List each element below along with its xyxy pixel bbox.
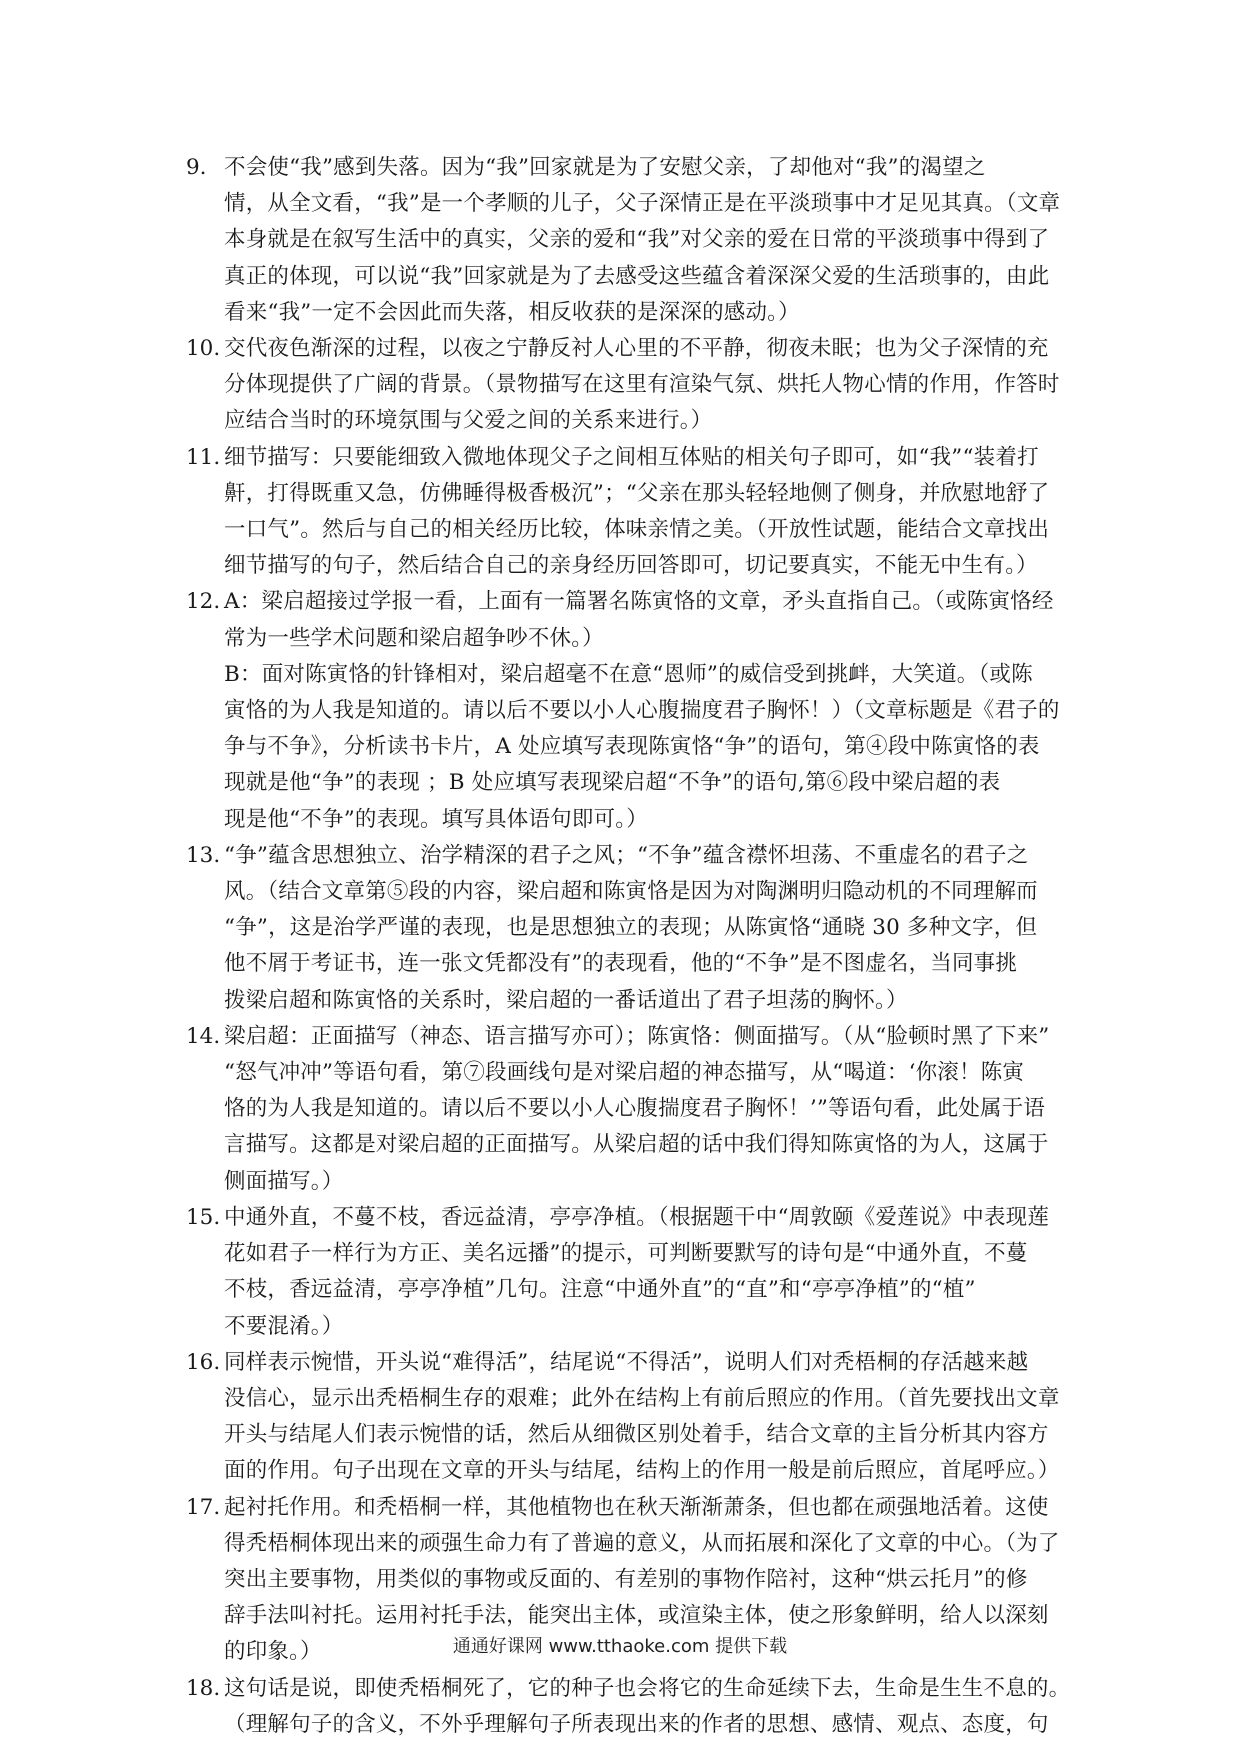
answer-body (224, 584, 1066, 837)
answer-body (224, 150, 1066, 331)
answer-item (186, 150, 1066, 331)
answer-number: 11. (186, 444, 221, 470)
answer-line: 没信心，显示出秃梧桐生存的艰难；此外在结构上有前后照应的作用。（首先要找出文章 (224, 1385, 1060, 1411)
answer-line: 不枝，香远益清，亭亭净植”几句。注意“中通外直”的“直”和“亭亭净植”的“植” (224, 1277, 976, 1303)
answer-line: 的印象。） (224, 1639, 322, 1665)
answer-number: 12. (186, 589, 221, 615)
answer-line: 不要混淆。） (224, 1313, 344, 1339)
answer-line: 交代夜色渐深的过程，以夜之宁静反衬人心里的不平静，彻夜未眠；也为父子深情的充 (224, 336, 1049, 362)
answer-number: 17. (186, 1494, 221, 1520)
answer-line: 寅恪的为人我是知道的。请以后不要以小人心腹揣度君子胸怀！）（文章标题是《君子的 (224, 698, 1060, 724)
answer-number: 16. (186, 1349, 221, 1375)
answer-item (186, 331, 1066, 440)
answer-line: 拨梁启超和陈寅恪的关系时，梁启超的一番话道出了君子坦荡的胸怀。） (224, 987, 908, 1013)
answer-line: 真正的体现，可以说“我”回家就是为了去感受这些蕴含着深深父爱的生活琐事的，由此 (224, 263, 1050, 289)
answer-list (186, 150, 1071, 1743)
answer-line: 恪的为人我是知道的。请以后不要以小人心腹揣度君子胸怀！’”等语句看，此处属于语 (224, 1096, 1046, 1122)
answer-line: 细节描写的句子，然后结合自己的亲身经历回答即可，切记要真实，不能无中生有。） (224, 553, 1038, 579)
answer-line: 常为一些学术问题和梁启超争吵不休。） (224, 625, 604, 651)
answer-number: 10. (186, 336, 221, 362)
answer-number: 9. (186, 155, 207, 180)
answer-body (224, 331, 1066, 440)
answer-item (186, 1200, 1066, 1345)
answer-body (224, 1019, 1066, 1200)
answer-line: 面的作用。句子出现在文章的开头与结尾，结构上的作用一般是前后照应，首尾呼应。） (224, 1458, 1060, 1484)
answer-number: 14. (186, 1023, 221, 1049)
answer-line: 他不屑于考证书，连一张文凭都没有”的表现看，他的“不争”是不图虚名，当同事挑 (224, 951, 1018, 977)
page-footer: 通通好课网 www.tthaoke.com 提供下载 (452, 1636, 788, 1657)
answer-line: “争”蕴含思想独立、治学精深的君子之风；“不争”蕴含襟怀坦荡、不重虚名的君子之 (224, 842, 1029, 868)
answer-line: 突出主要事物，用类似的事物或反面的、有差别的事物作陪衬，这种“烘云托月”的修 (224, 1566, 1028, 1592)
answer-line: 现是他“不争”的表现。填写具体语句即可。） (224, 806, 648, 832)
answer-line: 辞手法叫衬托。运用衬托手法，能突出主体，或渲染主体，使之形象鲜明，给人以深刻 (224, 1603, 1049, 1629)
answer-line: 分体现提供了广阔的背景。（景物描写在这里有渲染气氛、烘托人物心情的作用，作答时 (224, 372, 1060, 398)
answer-body (224, 838, 1066, 1019)
answer-number: 15. (186, 1204, 221, 1230)
answer-line: 起衬托作用。和秃梧桐一样，其他植物也在秋天渐渐萧条，但也都在顽强地活着。这使 (224, 1494, 1049, 1520)
answer-body (224, 1671, 1070, 1743)
answer-line: B：面对陈寅恪的针锋相对，梁启超毫不在意“恩师”的威信受到挑衅，大笑道。（或陈 (224, 661, 1033, 687)
answer-line: 细节描写：只要能细致入微地体现父子之间相互体贴的相关句子即可，如“我”“装着打 (224, 444, 1039, 470)
answer-item (186, 440, 1066, 585)
answer-line: 梁启超：正面描写（神态、语言描写亦可）；陈寅恪：侧面描写。（从“脸顿时黑了下来” (224, 1023, 1050, 1049)
answer-body (224, 1345, 1066, 1490)
answer-line: “怒气冲冲”等语句看，第⑦段画线句是对梁启超的神态描写，从“喝道：‘你滚！陈寅 (224, 1060, 1025, 1086)
answer-number: 13. (186, 842, 221, 868)
answer-line: 开头与结尾人们表示惋惜的话，然后从细微区别处着手，结合文章的主旨分析其内容方 (224, 1422, 1049, 1448)
answer-item (186, 1671, 1071, 1743)
answer-line: 风。（结合文章第⑤段的内容，梁启超和陈寅恪是因为对陶渊明归隐动机的不同理解而 (224, 879, 1038, 905)
answer-line: 这句话是说，即使秃梧桐死了，它的种子也会将它的生命延续下去，生命是生生不息的。 (224, 1675, 1071, 1701)
answer-line: A：梁启超接过学报一看，上面有一篇署名陈寅恪的文章，矛头直指自己。（或陈寅恪经 (224, 589, 1054, 615)
answer-line: 同样表示惋惜，开头说“难得活”，结尾说“不得活”，说明人们对秃梧桐的存活越来越 (224, 1349, 1029, 1375)
answer-line: 中通外直，不蔓不枝，香远益清，亭亭净植。（根据题干中“周敦颐《爱莲说》中表现莲 (224, 1204, 1050, 1230)
answer-body (224, 1200, 1066, 1345)
answer-line: 不会使“我”感到失落。因为“我”回家就是为了安慰父亲，了却他对“我”的渴望之 (224, 155, 986, 180)
answer-number: 18. (186, 1675, 221, 1701)
answer-line: “争”，这是治学严谨的表现，也是思想独立的表现；从陈寅恪“通晓 30 多种文字，但 (224, 915, 1038, 941)
answer-line: 争与不争》，分析读书卡片，A 处应填写表现陈寅恪“争”的语句，第④段中陈寅恪的表 (224, 734, 1040, 760)
answer-line: 言描写。这都是对梁启超的正面描写。从梁启超的话中我们得知陈寅恪的为人，这属于 (224, 1132, 1049, 1158)
answer-line: 情，从全文看，“我”是一个孝顺的儿子，父子深情正是在平淡琐事中才足见其真。（文章 (224, 191, 1061, 217)
answer-line: 应结合当时的环境氛围与父爱之间的关系来进行。） (224, 408, 713, 434)
answer-item (186, 1019, 1066, 1200)
answer-line: 现就是他“争”的表现 ；B 处应填写表现梁启超“不争”的语句,第⑥段中梁启超的表 (224, 770, 1001, 796)
answer-line: 本身就是在叙写生活中的真实，父亲的爱和“我”对父亲的爱在日常的平淡琐事中得到了 (224, 227, 1050, 253)
answer-item (186, 584, 1066, 837)
answer-item (186, 1345, 1066, 1490)
answer-line: 一口气”。然后与自己的相关经历比较，体味亲情之美。（开放性试题，能结合文章找出 (224, 517, 1050, 543)
answer-line: 侧面描写。） (224, 1168, 344, 1194)
answer-item (186, 838, 1066, 1019)
answer-line: 得秃梧桐体现出来的顽强生命力有了普遍的意义，从而拓展和深化了文章的中心。（为了 (224, 1530, 1060, 1556)
answer-line: （理解句子的含义，不外乎理解句子所表现出来的作者的思想、感情、观点、态度，句 (224, 1711, 1049, 1737)
answer-line: 看来“我”一定不会因此而失落，相反收获的是深深的感动。） (224, 299, 800, 325)
answer-line: 鼾，打得既重又急，仿佛睡得极香极沉”；“父亲在那头轻轻地侧了侧身，并欣慰地舒了 (224, 480, 1050, 506)
answer-line: 花如君子一样行为方正、美名远播”的提示，可判断要默写的诗句是“中通外直，不蔓 (224, 1241, 1028, 1267)
answer-body (224, 440, 1066, 585)
